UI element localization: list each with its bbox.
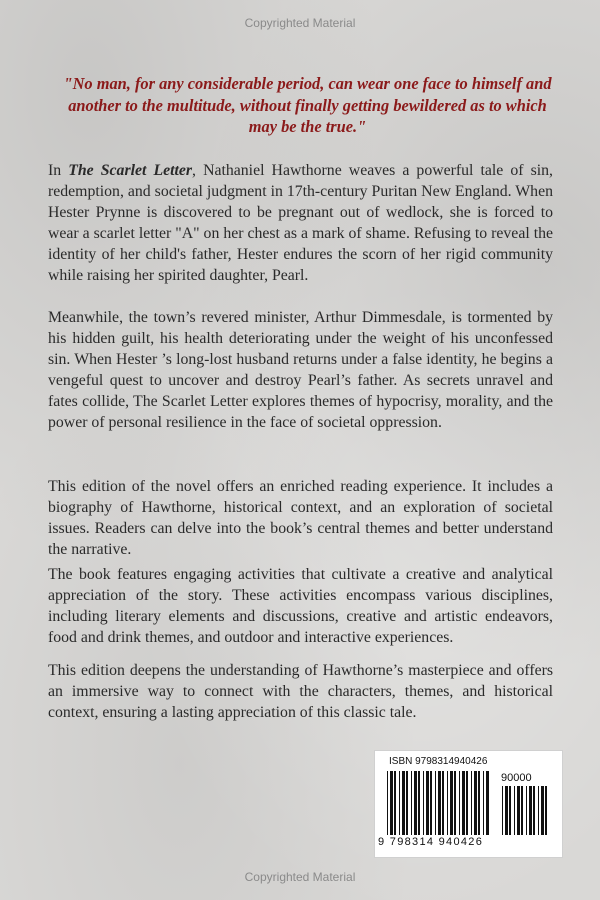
barcode-bar — [533, 786, 535, 835]
barcode-bar — [442, 771, 444, 835]
pull-quote: "No man, for any considerable period, can wear one face to himself and another to the multitude, without finally getting bewildered as to which may be the true." — [63, 74, 552, 136]
price-code: 90000 — [501, 772, 532, 784]
barcode-addon-bars — [502, 786, 550, 835]
barcode-bar — [394, 771, 396, 835]
p1-rest: , Nathaniel Hawthorne weaves a powerful tale of sin, redemption, and societal judgment in 17th-century Puritan New England. When Hester Prynne is discovered to be pregnant out of wedlock, she is forced to wear a scarlet letter "A" on her chest as a mark of shame. Refusing to reveal the identity of her child's father, Hester endures the scorn of her rigid community while raising her spirited daughter, Pearl. — [48, 162, 553, 284]
barcode-bar — [414, 771, 417, 835]
barcode-bar — [483, 771, 484, 835]
barcode-bar — [521, 786, 523, 835]
barcode-bar — [526, 786, 527, 835]
p1-prefix: In — [48, 162, 69, 179]
barcode-bar — [514, 786, 515, 835]
barcode-bar — [438, 771, 441, 835]
barcode-bar — [471, 771, 472, 835]
barcode-bar — [402, 771, 405, 835]
barcode-bar — [387, 771, 388, 835]
barcode-bar — [529, 786, 532, 835]
barcode-bar — [486, 771, 489, 835]
barcode-bar — [538, 786, 539, 835]
barcode-bar — [459, 771, 460, 835]
barcode-bar — [517, 786, 520, 835]
isbn-barcode — [374, 750, 563, 858]
activities-paragraph: The book features engaging activities that cultivate a creative and analytical appreciation of the story. These activities encompass various disciplines, including literary elements and discussions, creative and artistic endeavors, food and drink themes, and outdoor and interactive experiences. — [48, 566, 553, 646]
barcode-bar — [450, 771, 453, 835]
barcode-bar — [418, 771, 420, 835]
isbn-label: ISBN 9798314940426 — [389, 756, 488, 767]
barcode-bar — [390, 771, 393, 835]
edition-paragraph: This edition of the novel offers an enriched reading experience. It includes a biography of Hawthorne, historical context, and an exploration of societal issues. Readers can delve into the book’s central themes and better understand the narrative. — [48, 478, 553, 558]
barcode-bar — [478, 771, 480, 835]
synopsis-paragraph-2: Meanwhile, the town’s revered minister, Arthur Dimmesdale, is tormented by his hidden guilt, his health deteriorating under the weight of his unconfessed sin. When Hester ’s long-lost husband returns under a false identity, he begins a vengeful quest to uncover and destroy Pearl’s father. As secrets unravel and fates collide, The Scarlet Letter explores themes of hypocrisy, morality, and the power of personal resilience in the face of societal oppression. — [48, 309, 553, 431]
barcode-bar — [541, 786, 544, 835]
book-title: The Scarlet Letter — [68, 162, 193, 179]
barcode-bar — [474, 771, 477, 835]
barcode-bar — [435, 771, 436, 835]
barcode-bar — [411, 771, 412, 835]
watermark-bottom: Copyrighted Material — [244, 870, 356, 884]
barcode-bar — [462, 771, 465, 835]
barcode-bar — [454, 771, 456, 835]
barcode-bars — [387, 771, 492, 835]
barcode-bar — [406, 771, 408, 835]
barcode-bar — [430, 771, 432, 835]
barcode-bar — [509, 786, 511, 835]
closing-paragraph: This edition deepens the understanding of Hawthorne’s masterpiece and offers an immersive way to connect with the characters, themes, and historical context, ensuring a lasting appreciation of this classic tale. — [48, 662, 553, 721]
barcode-bar — [545, 786, 547, 835]
barcode-bar — [426, 771, 429, 835]
watermark-top: Copyrighted Material — [244, 16, 356, 30]
barcode-digits: 9 798314 940426 — [378, 836, 484, 848]
barcode-bar — [399, 771, 400, 835]
barcode-bar — [502, 786, 503, 835]
barcode-bar — [423, 771, 424, 835]
barcode-bar — [447, 771, 448, 835]
synopsis-paragraph-1 — [48, 160, 553, 286]
barcode-bar — [505, 786, 508, 835]
barcode-bar — [466, 771, 468, 835]
